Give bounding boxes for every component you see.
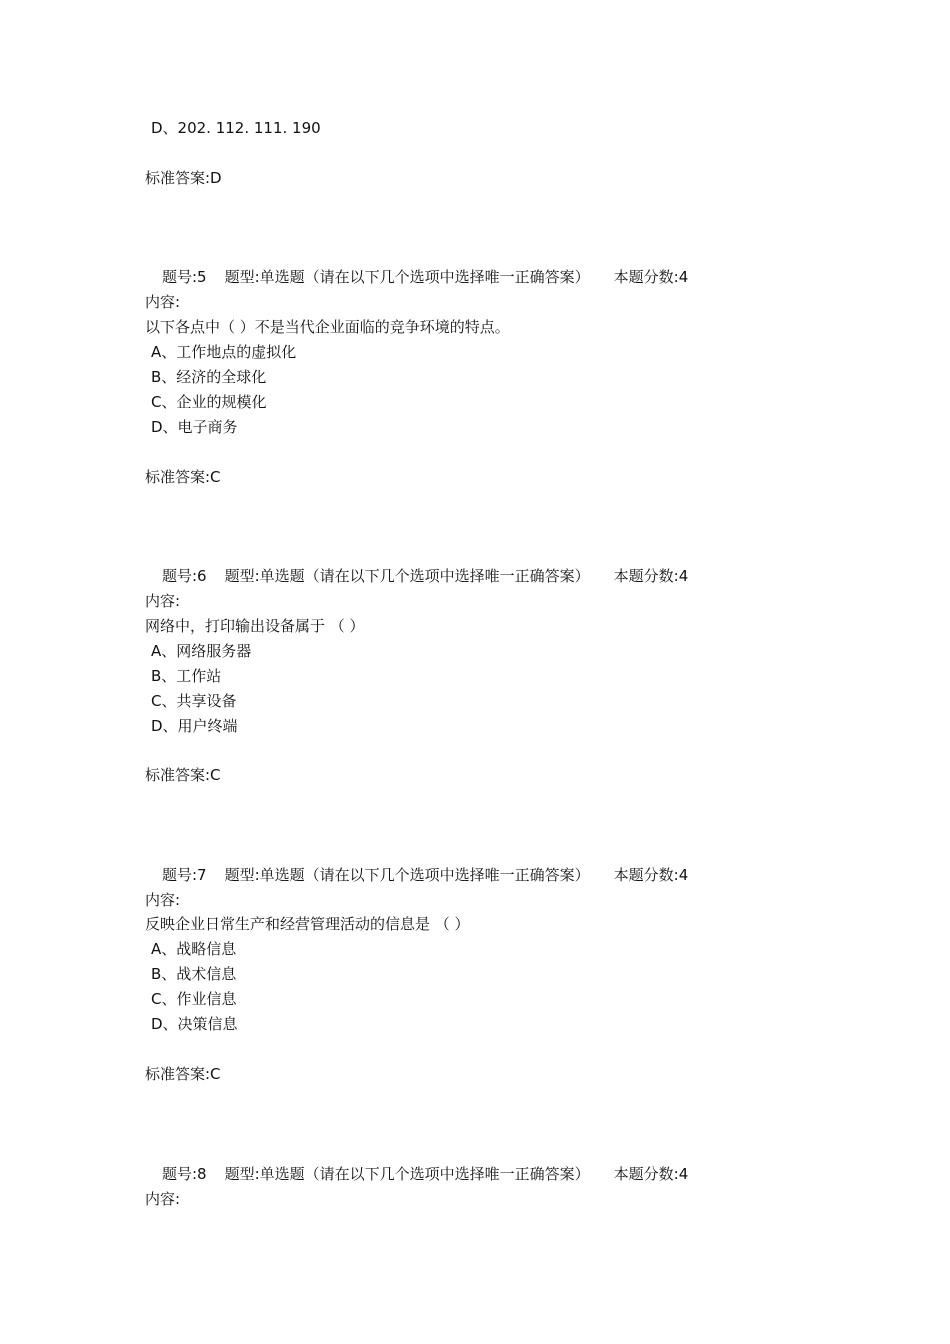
question-header [162,267,688,287]
question-score: 本题分数:4 [613,866,689,884]
content-label: 内容: [145,293,181,311]
standard-answer: 标准答案:C [145,468,221,486]
standard-answer: 标准答案:C [145,1065,221,1083]
question-number: 题号:5 [162,268,207,286]
option-c: C、作业信息 [151,990,237,1008]
prev-answer: 标准答案:D [145,169,222,187]
question-text: 反映企业日常生产和经营管理活动的信息是 （ ） [145,915,470,933]
question-number: 题号:7 [162,866,207,884]
question-text: 网络中，打印输出设备属于 （ ） [145,617,365,635]
option-d: D、用户终端 [151,717,238,735]
option-a: A、网络服务器 [151,642,252,660]
option-b: B、经济的全球化 [151,368,267,386]
option-b: B、战术信息 [151,965,237,983]
content-label: 内容: [145,1190,181,1208]
question-type: 题型:单选题（请在以下几个选项中选择唯一正确答案） [224,567,590,585]
standard-answer: 标准答案:C [145,766,221,784]
option-c: C、共享设备 [151,692,237,710]
question-score: 本题分数:4 [613,268,689,286]
question-score: 本题分数:4 [613,1165,689,1183]
prev-option-d: D、202. 112. 111. 190 [151,119,321,137]
option-a: A、工作地点的虚拟化 [151,343,297,361]
question-type: 题型:单选题（请在以下几个选项中选择唯一正确答案） [224,866,590,884]
question-header [162,566,688,586]
option-d: D、电子商务 [151,418,238,436]
question-number: 题号:8 [162,1165,207,1183]
question-type: 题型:单选题（请在以下几个选项中选择唯一正确答案） [224,268,590,286]
option-b: B、工作站 [151,667,222,685]
option-d: D、决策信息 [151,1015,238,1033]
question-number: 题号:6 [162,567,207,585]
content-label: 内容: [145,592,181,610]
option-c: C、企业的规模化 [151,393,267,411]
option-a: A、战略信息 [151,940,237,958]
question-header [162,1164,688,1184]
content-label: 内容: [145,891,181,909]
question-header [162,865,688,885]
question-score: 本题分数:4 [613,567,689,585]
question-type: 题型:单选题（请在以下几个选项中选择唯一正确答案） [224,1165,590,1183]
question-text: 以下各点中（ ）不是当代企业面临的竞争环境的特点。 [145,318,510,336]
